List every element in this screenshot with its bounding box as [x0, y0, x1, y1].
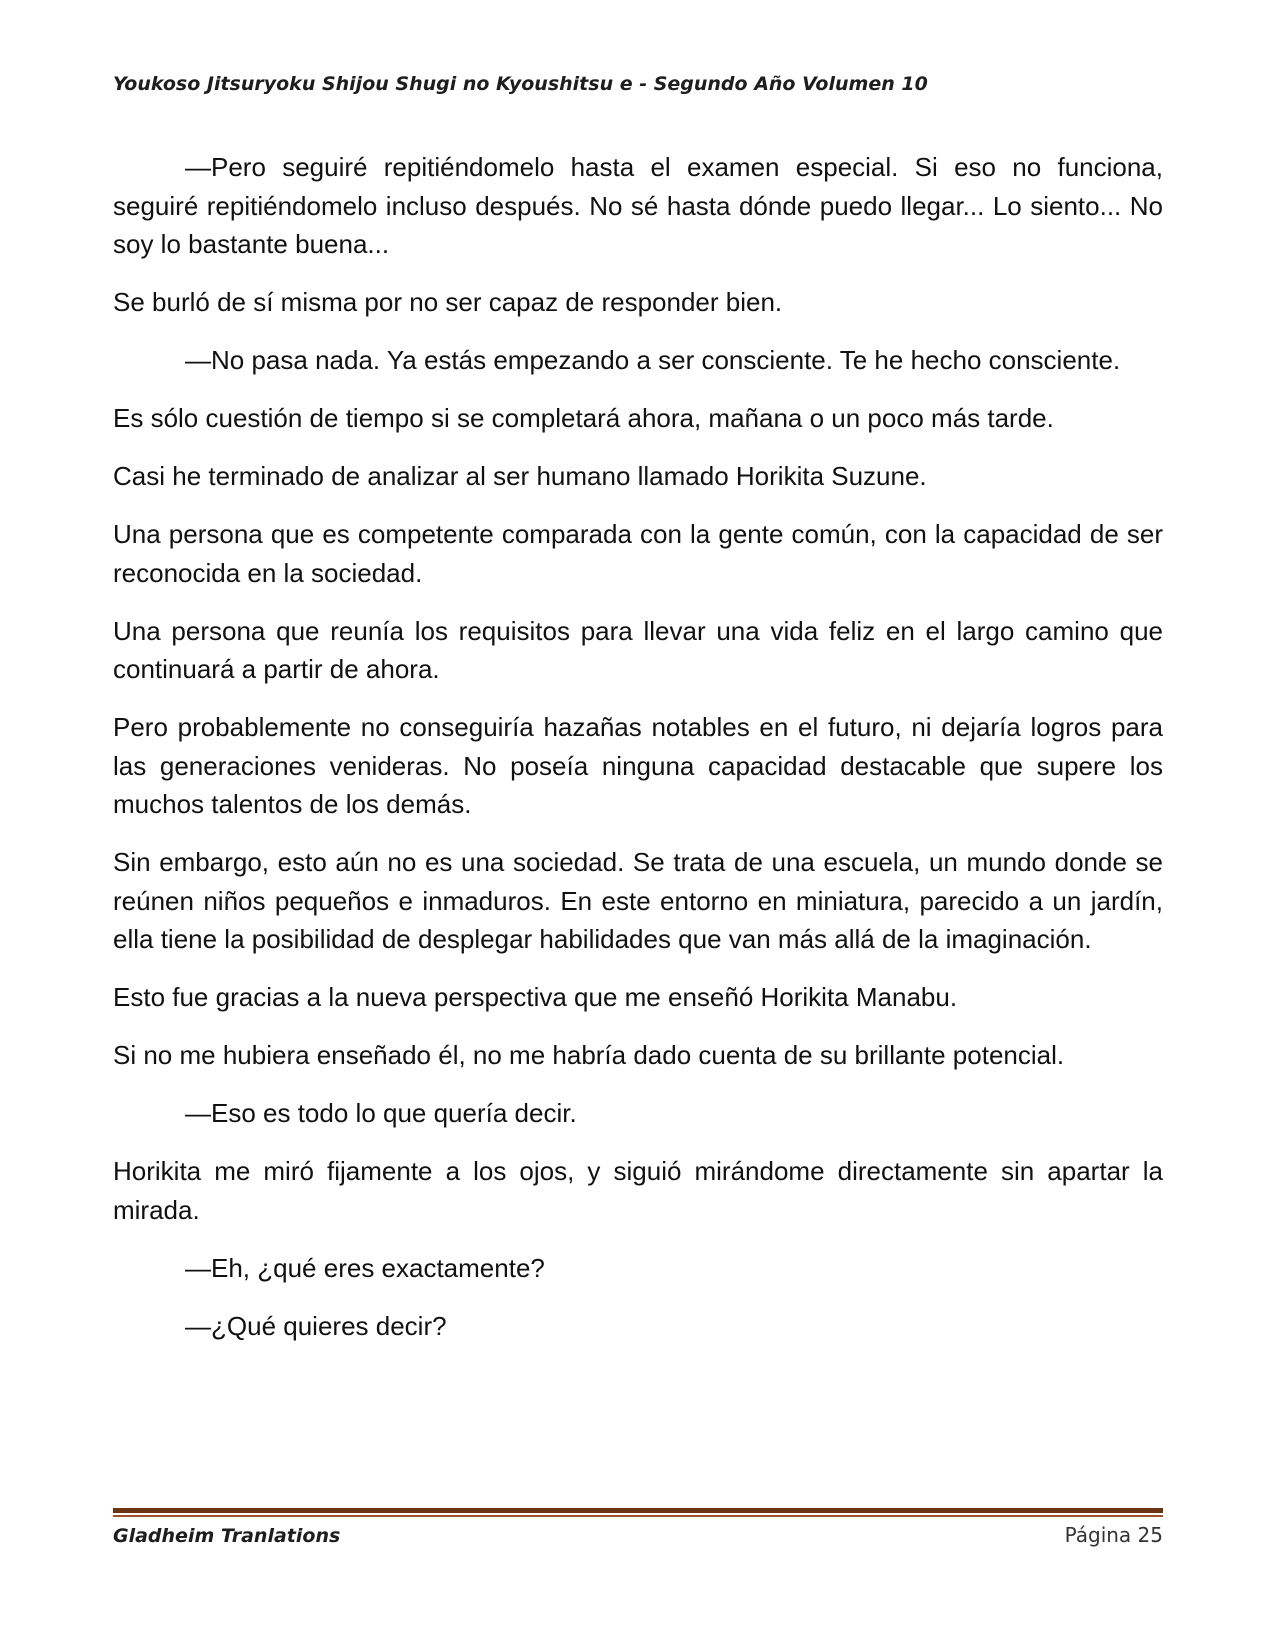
paragraph: —¿Qué quieres decir?: [185, 1310, 447, 1341]
footer-credit: Gladheim Tranlations: [113, 1525, 341, 1547]
footer-divider-thick: [113, 1508, 1163, 1513]
paragraph: Horikita me miró fijamente a los ojos, y siguió mirándome directamente sin apartar la mirada.: [113, 1156, 1163, 1225]
paragraph: Una persona que es competente comparada con la gente común, con la capacidad de ser reconocida en la sociedad.: [113, 519, 1163, 588]
page-header-title: Youkoso Jitsuryoku Shijou Shugi no Kyoushitsu e - Segundo Año Volumen 10: [113, 73, 928, 95]
body-text: [113, 148, 1163, 1365]
paragraph: —No pasa nada. Ya estás empezando a ser consciente. Te he hecho consciente.: [185, 345, 1121, 375]
paragraph: Si no me hubiera enseñado él, no me habría dado cuenta de su brillante potencial.: [113, 1040, 1065, 1070]
paragraph: Pero probablemente no conseguiría hazañas notables en el futuro, ni dejaría logros para las generaciones venideras. No poseía ninguna capacidad destacable que supere los muchos talentos de los demás.: [113, 712, 1163, 819]
paragraph: Esto fue gracias a la nueva perspectiva que me enseñó Horikita Manabu.: [113, 982, 958, 1012]
paragraph: Sin embargo, esto aún no es una sociedad. Se trata de una escuela, un mundo donde se reúnen niños pequeños e inmaduros. En este entorno en miniatura, parecido a un jardín, ella tiene la posibilidad de desplegar habilidades que van más allá de la imaginación.: [113, 847, 1163, 954]
footer-divider-thin: [113, 1515, 1163, 1517]
paragraph: —Eh, ¿qué eres exactamente?: [185, 1252, 545, 1283]
paragraph: —Pero seguiré repitiéndomelo hasta el examen especial. Si eso no funciona, seguiré repitiéndomelo incluso después. No sé hasta dónde puedo llegar... Lo siento... No soy lo bastante buena...: [113, 152, 1163, 259]
page-number: Página 25: [1064, 1523, 1163, 1547]
paragraph: Es sólo cuestión de tiempo si se completará ahora, mañana o un poco más tarde.: [113, 403, 1054, 433]
paragraph: Casi he terminado de analizar al ser humano llamado Horikita Suzune.: [113, 461, 927, 491]
paragraph: —Eso es todo lo que quería decir.: [185, 1098, 577, 1128]
paragraph: Se burló de sí misma por no ser capaz de responder bien.: [113, 287, 783, 317]
paragraph: Una persona que reunía los requisitos para llevar una vida feliz en el largo camino que continuará a partir de ahora.: [113, 615, 1163, 684]
